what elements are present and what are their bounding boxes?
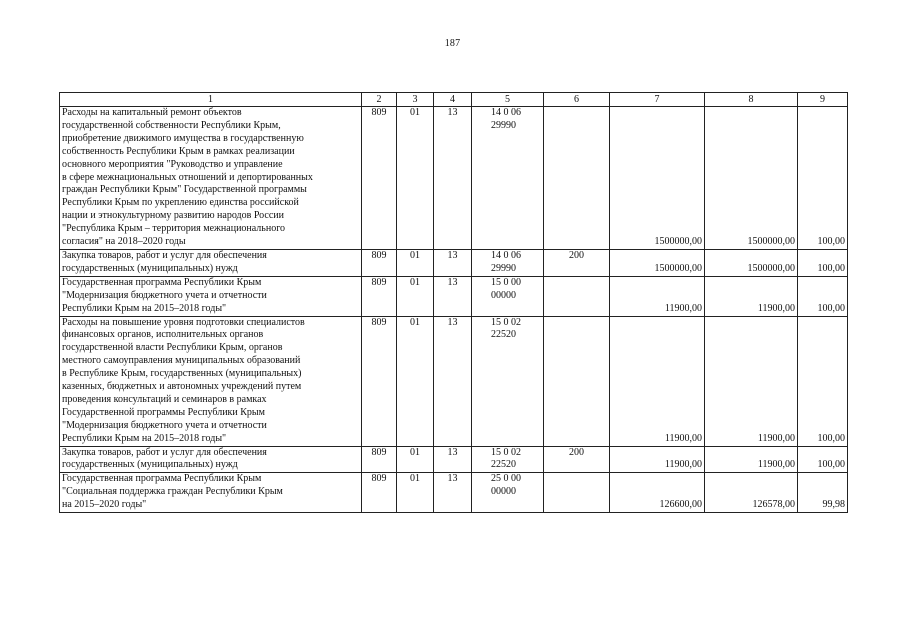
row-code-cell — [544, 276, 610, 316]
row-name-cell: Закупка товаров, работ и услуг для обеспечения государственных (муниципальных) нужд — [60, 249, 362, 276]
row-code-cell — [544, 107, 610, 250]
header-cell: 9 — [798, 93, 848, 107]
row-amount-cell: 126578,00 — [705, 473, 798, 513]
budget-table — [59, 92, 848, 513]
row-name-cell: Государственная программа Республики Крым "Модернизация бюджетного учета и отчетности Республики Крым на 2015–2018 годы" — [60, 276, 362, 316]
row-code-cell: 13 — [434, 473, 472, 513]
row-amount-cell: 126600,00 — [610, 473, 705, 513]
row-code-cell: 13 — [434, 316, 472, 446]
row-name-cell: Закупка товаров, работ и услуг для обеспечения государственных (муниципальных) нужд — [60, 446, 362, 473]
row-name-cell: Государственная программа Республики Крым "Социальная поддержка граждан Республики Крым на 2015–2020 годы" — [60, 473, 362, 513]
row-amount-cell: 1500000,00 — [705, 107, 798, 250]
row-code-cell: 25 0 00 00000 — [472, 473, 544, 513]
row-code-cell: 15 0 02 22520 — [472, 316, 544, 446]
row-amount-cell: 11900,00 — [705, 316, 798, 446]
header-cell: 7 — [610, 93, 705, 107]
row-name-cell: Расходы на повышение уровня подготовки специалистов финансовых органов, исполнительных органов государственной власти Республики Крым, органов местного самоуправления муниципальных образований в Республике Крым, государственных (муниципальных) казенных, бюджетных и автономных учреждений путем проведения консультаций и семинаров в рамках Государственной программы Республики Крым "Модернизация бюджетного учета и отчетности Республики Крым на 2015–2018 годы" — [60, 316, 362, 446]
row-amount-cell: 1500000,00 — [610, 249, 705, 276]
row-code-cell: 13 — [434, 107, 472, 250]
row-code-cell: 200 — [544, 249, 610, 276]
header-row — [60, 93, 848, 107]
row-code-cell: 809 — [362, 473, 397, 513]
row-amount-cell: 11900,00 — [610, 446, 705, 473]
row-percent-cell: 100,00 — [798, 107, 848, 250]
row-percent-cell: 100,00 — [798, 276, 848, 316]
row-code-cell: 15 0 02 22520 — [472, 446, 544, 473]
row-code-cell: 809 — [362, 446, 397, 473]
row-code-cell: 01 — [397, 276, 434, 316]
table-body — [60, 93, 848, 513]
table-row — [60, 473, 848, 513]
table-row — [60, 276, 848, 316]
row-code-cell: 13 — [434, 276, 472, 316]
row-amount-cell: 11900,00 — [610, 276, 705, 316]
table-row — [60, 316, 848, 446]
header-cell: 6 — [544, 93, 610, 107]
row-code-cell: 809 — [362, 249, 397, 276]
table-row — [60, 107, 848, 250]
row-amount-cell: 11900,00 — [705, 276, 798, 316]
row-percent-cell: 100,00 — [798, 446, 848, 473]
header-cell: 4 — [434, 93, 472, 107]
row-code-cell: 01 — [397, 249, 434, 276]
row-code-cell: 01 — [397, 446, 434, 473]
row-code-cell: 200 — [544, 446, 610, 473]
row-code-cell: 13 — [434, 249, 472, 276]
row-name-cell: Расходы на капитальный ремонт объектов государственной собственности Республики Крым, приобретение движимого имущества в государственную собственность Республики Крым в рамках реализации основного мероприятия "Руководство и управление в сфере межнациональных отношений и депортированных граждан Республики Крым" Государственной программы Республики Крым по укреплению единства российской нации и этнокультурному развитию народов России "Республика Крым – территория межнационального согласия" на 2018–2020 годы — [60, 107, 362, 250]
table-row — [60, 249, 848, 276]
row-code-cell: 01 — [397, 107, 434, 250]
row-code-cell: 01 — [397, 316, 434, 446]
header-cell: 2 — [362, 93, 397, 107]
row-amount-cell: 11900,00 — [705, 446, 798, 473]
table-row — [60, 446, 848, 473]
header-cell: 3 — [397, 93, 434, 107]
page-number: 187 — [444, 38, 461, 49]
row-code-cell: 809 — [362, 107, 397, 250]
row-code-cell: 01 — [397, 473, 434, 513]
row-code-cell — [544, 473, 610, 513]
row-code-cell: 809 — [362, 316, 397, 446]
row-code-cell: 15 0 00 00000 — [472, 276, 544, 316]
header-cell: 5 — [472, 93, 544, 107]
row-code-cell: 13 — [434, 446, 472, 473]
row-code-cell — [544, 316, 610, 446]
row-percent-cell: 99,98 — [798, 473, 848, 513]
row-code-cell: 14 0 06 29990 — [472, 107, 544, 250]
row-amount-cell: 11900,00 — [610, 316, 705, 446]
header-cell: 1 — [60, 93, 362, 107]
row-code-cell: 809 — [362, 276, 397, 316]
row-percent-cell: 100,00 — [798, 249, 848, 276]
row-code-cell: 14 0 06 29990 — [472, 249, 544, 276]
row-percent-cell: 100,00 — [798, 316, 848, 446]
row-amount-cell: 1500000,00 — [705, 249, 798, 276]
header-cell: 8 — [705, 93, 798, 107]
row-amount-cell: 1500000,00 — [610, 107, 705, 250]
